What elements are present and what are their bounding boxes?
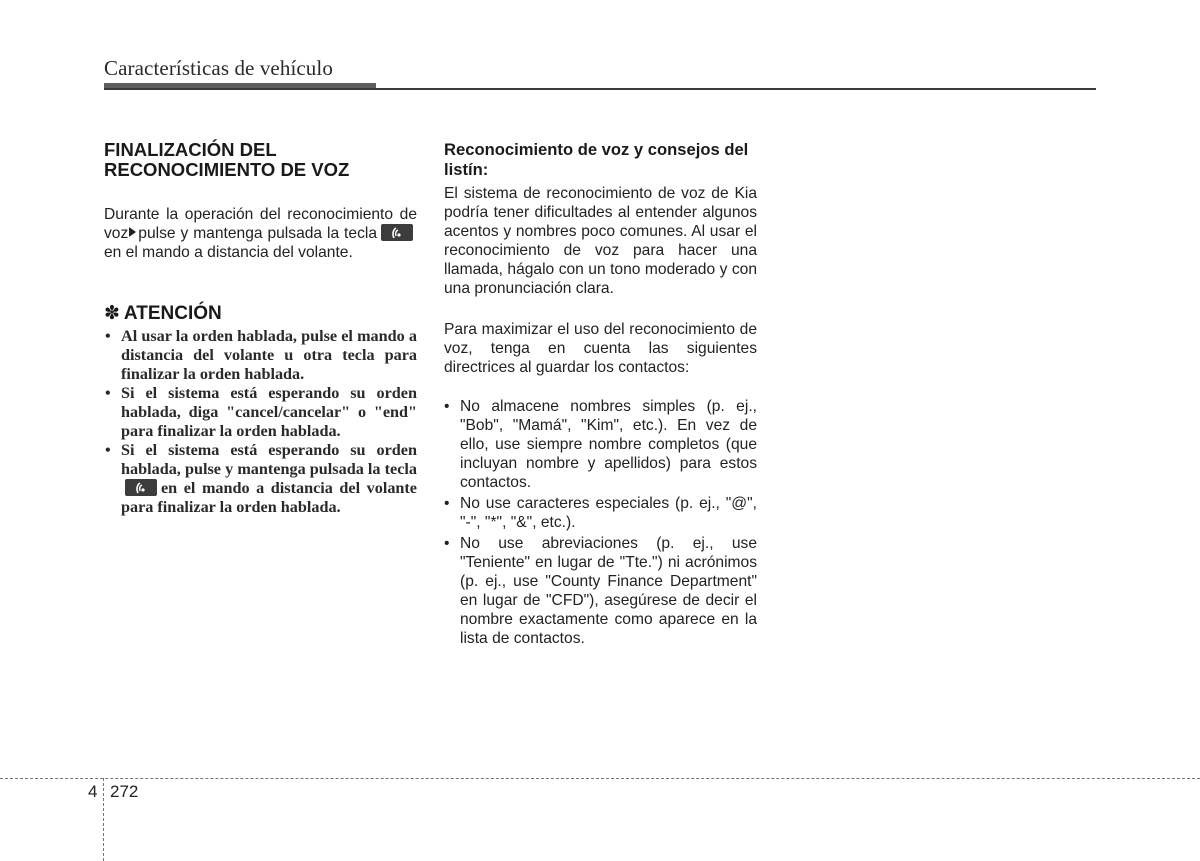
footer-vertical-rule (103, 778, 104, 861)
bullet: • (105, 384, 111, 402)
page-number: 272 (110, 782, 139, 801)
intro-paragraph (104, 205, 417, 262)
talk-key-icon (125, 479, 157, 496)
attention-item (104, 441, 417, 517)
tips-paragraph-1: El sistema de reconocimiento de voz de Kia podría tener dificultades al entender algunos acentos y nombres poco comunes. Al usar el reconocimiento de voz para hacer una llamada, hágalo con un tono moderado y con una pronunciación clara. (444, 185, 757, 297)
talk-key-icon (381, 224, 413, 241)
page-header-title: Características de vehículo (104, 56, 333, 80)
footer-dashed-rule (0, 778, 1200, 779)
attention-item (104, 327, 417, 384)
bullet: • (105, 441, 111, 459)
attention-list (104, 327, 417, 517)
intro-text-3: en el mando a distancia del volante. (104, 244, 353, 261)
attention-item-text-a: Si el sistema está esperando su orden hablada, pulse y mantenga pulsada la tecla (121, 441, 417, 478)
attention-item-text: Al usar la orden hablada, pulse el mando a distancia del volante u otra tecla para finalizar la orden hablada. (121, 327, 417, 383)
attention-heading (104, 302, 417, 325)
tips-item (444, 534, 757, 648)
header-rule (104, 88, 1096, 90)
chapter-number: 4 (88, 782, 98, 801)
attention-item-text-b: en el mando a distancia del volante para finalizar la orden hablada. (121, 479, 417, 516)
tips-item-text: No use abreviaciones (p. ej., use "Teniente" en lugar de "Tte.") ni acrónimos (p. ej., use "County Finance Department" en lugar de "CFD"), asegúrese de decir el nombre exactamente como aparece en la lista de contactos. (460, 535, 757, 647)
tips-item (444, 397, 757, 492)
section-title-end-voice: FINALIZACIÓN DEL RECONOCIMIENTO DE VOZ (104, 139, 350, 180)
tips-item-text: No use caracteres especiales (p. ej., "@", "-", "*", "&", etc.). (460, 495, 757, 531)
intro-text-2: pulse y mantenga pulsada la tecla (138, 225, 377, 242)
intro-text-1: Durante la operación del reconocimiento de voz (104, 206, 417, 242)
bullet: • (444, 495, 450, 512)
bullet: • (444, 398, 450, 415)
bullet: • (105, 327, 111, 345)
tips-list (444, 397, 757, 650)
bullet: • (444, 535, 450, 552)
attention-star-icon: ✽ (104, 303, 120, 324)
tips-item (444, 494, 757, 532)
tips-paragraph-2: Para maximizar el uso del reconocimiento de voz, tenga en cuenta las siguientes directrices al guardar los contactos: (444, 321, 757, 376)
attention-item (104, 384, 417, 441)
section-title-tips: Reconocimiento de voz y consejos del listín: (444, 140, 749, 179)
tips-item-text: No almacene nombres simples (p. ej., "Bob", "Mamá", "Kim", etc.). En vez de ello, use siempre nombre completos (que incluyan nombre y apellidos) para estos contactos. (460, 398, 757, 491)
play-arrow-icon (129, 227, 136, 237)
attention-item-text: Si el sistema está esperando su orden hablada, diga "cancel/cancelar" o "end" para finalizar la orden hablada. (121, 384, 417, 440)
attention-title: ATENCIÓN (123, 303, 222, 324)
